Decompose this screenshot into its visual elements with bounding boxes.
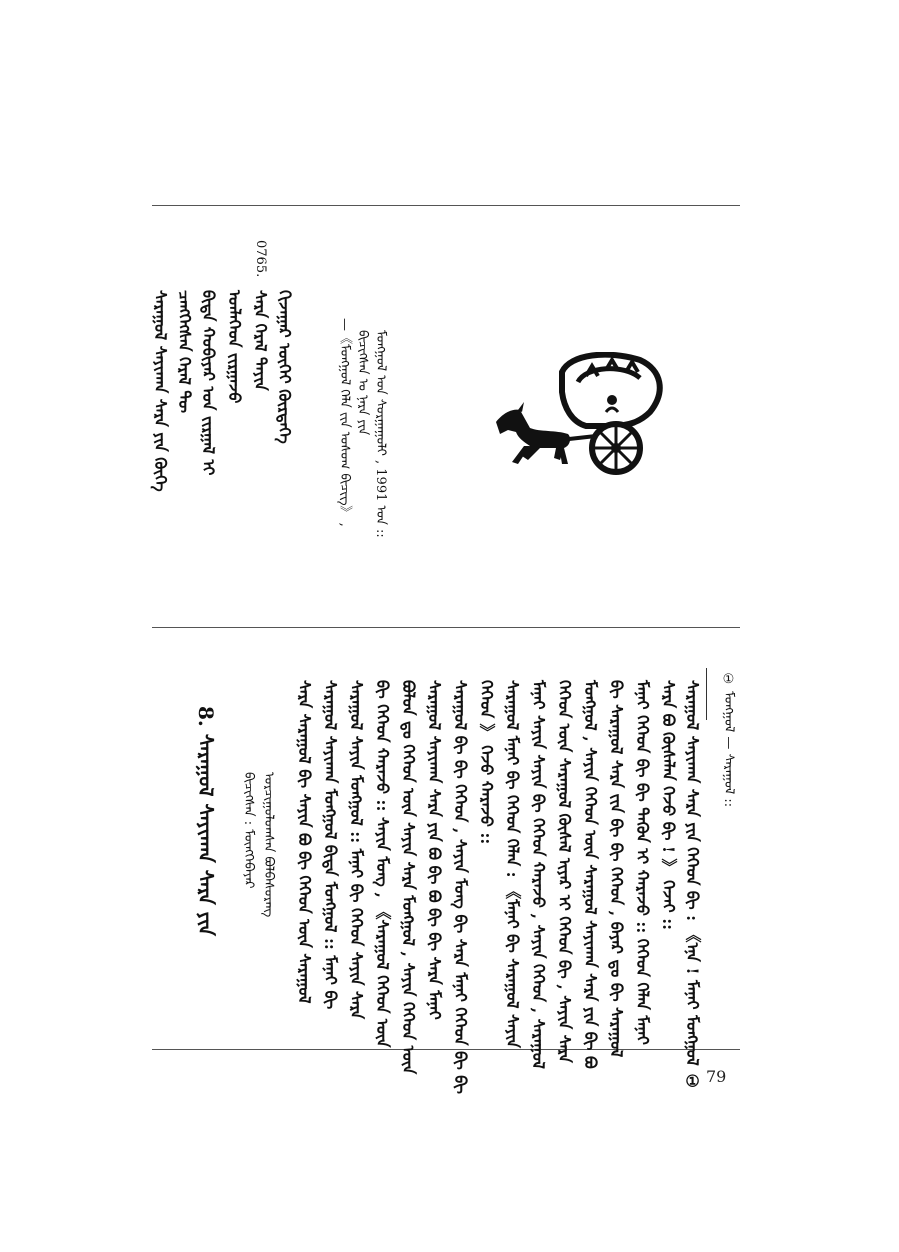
paragraph-line: ᠪᠣᠯᠤᠨ ᠳᠤ ᠬᠡᠭᠡᠳ ᠦᠨ ᠰᠠᠶᠢᠨ ᠰᠠᠷᠠ ᠮᠣᠩᠭᠣᠯ , ᠰᠠᠶᠢᠨ ᠬᠡᠭᠡᠳ ᠦᠨ bbox=[399, 680, 418, 1075]
paragraph-line: ᠮᠠᠨᠠᠢ ᠰᠠᠶᠢᠨ ᠰᠠᠶᠢᠨ ᠪᠢ ᠬᠡᠭᠡᠳ ᠬᠠᠷᠠᠵᠤ , ᠰᠠᠶᠢᠨ ᠬᠡᠭᠡᠳ , ᠰᠠᠷᠠᠭᠤᠯ bbox=[529, 680, 548, 1069]
paragraph-line: ᠰᠠᠷᠠᠭᠤᠯ ᠰᠠᠶᠢᠬᠠᠨ ᠰᠠᠷᠠ ᠶᠢᠨ ᠪᠣ ᠪᠢ ᠪᠣ ᠪᠢ ᠪᠢ ᠰᠠᠷᠠ ᠮᠠᠨᠠᠢ bbox=[425, 680, 444, 1020]
source-title: —《ᠮᠣᠩᠭᠣᠯ ᠬᠡᠯᠡ ᠵᠢᠨ ᠤᠰᠤᠭ ᠪᠢᠴᠢᠭ》 , bbox=[337, 318, 352, 527]
poem-line: ᠰᠠᠷᠠ ᠭᠡᠷᠡᠯ ᠲᠡᠶᠢᠨ bbox=[251, 290, 270, 391]
footnote-divider bbox=[706, 668, 707, 720]
entry-number: 0765. bbox=[253, 240, 268, 278]
horse-carriage-illustration bbox=[490, 352, 670, 476]
paragraph-line: ᠰᠠᠷᠠᠭᠤᠯ ᠪᠢ ᠪᠢ ᠬᠡᠭᠡᠳ , ᠰᠠᠶᠢᠨ ᠮᠣᠩ ᠪᠢ ᠰᠠᠷᠠ ᠮᠠᠨᠠᠢ ᠬᠡᠭᠡᠳ ᠪᠢ ᠪᠢ bbox=[451, 680, 470, 1094]
paragraph-line: ᠪᠢ ᠬᠡᠭᠡᠳ ᠬᠠᠷᠠᠵᠤ :: ᠰᠠᠶᠢᠨ ᠮᠣᠩ , 《ᠰᠠᠷᠠᠭᠤᠯ ᠬᠡᠭᠡᠳ ᠦᠨ bbox=[373, 680, 392, 1048]
paragraph-line: ᠰᠠᠷᠠᠭᠤᠯ ᠰᠠᠶᠢᠬᠠᠨ ᠰᠠᠷᠠ ᠶᠢᠨ ᠬᠡᠭᠡᠳ ᠪᠢ : 《ᠡᠨᠡ ! ᠮᠠᠨᠠᠢ ᠮᠣᠩᠭᠣᠯ ① bbox=[683, 680, 702, 1091]
paragraph-line: ᠰᠠᠷᠠᠭᠤᠯ ᠰᠠᠶᠢᠬᠠᠨ ᠮᠣᠩᠭᠣᠯ ᠪᠢᠳᠡ ᠮᠣᠩᠭᠣᠯ :: ᠮᠠᠨᠠᠢ ᠪᠢ bbox=[321, 680, 340, 1010]
source-extra: ᠪᠢᠴᠢᠭᠰᠡᠨ ᠤ ᠨᠡᠷᠡ ᠶᠢᠨ bbox=[355, 330, 370, 436]
poem-line: ᠴᠡᠩᠭᠡᠭᠰᠡᠨ ᠭᠡᠷᠡᠯ ᠲᠦ bbox=[175, 290, 194, 414]
translator-line: ᠣᠷᠴᠢᠭᠤᠯᠤᠭᠰᠠᠨ ᠪᠣᠯᠪᠠᠰᠤᠷᠡᠩ bbox=[261, 772, 276, 918]
paragraph-line: ᠮᠠᠨᠠᠢ ᠬᠡᠭᠡᠳ ᠪᠢ ᠪᠢ ᠲᠡᠭᠦᠨ ᠢ ᠬᠠᠷᠠᠵᠤ :: ᠬᠡᠭᠡᠳ ᠬᠡᠯᠡᠨ ᠮᠠᠨᠠᠢ bbox=[633, 680, 652, 1045]
bottom-rule bbox=[152, 1049, 740, 1050]
paragraph-line: ᠮᠣᠩᠭᠣᠯ , ᠰᠠᠶᠢᠨ ᠬᠡᠭᠡᠳ ᠦᠨ ᠰᠠᠷᠠᠭᠤᠯ ᠰᠠᠶᠢᠬᠠᠨ ᠰᠠᠷᠠ ᠶᠢᠨ ᠪᠢ ᠪᠣ bbox=[581, 680, 600, 1069]
poem-line: ᠬᠢᠵᠠᠭᠠᠷ ᠦᠭᠡᠢ ᠬᠦᠷᠳᠡᠭᠡ bbox=[275, 290, 294, 444]
paragraph-line: ᠪᠢ ᠰᠠᠷᠠᠭᠤᠯ ᠰᠠᠷᠠ ᠵᠢᠨ ᠪᠢ ᠪᠢ ᠬᠡᠭᠡᠳ , ᠪᠠᠶᠠᠷ ᠳᠤ ᠪᠢ ᠰᠠᠷᠠᠭᠤᠯ bbox=[607, 680, 626, 1058]
source-date: ᠮᠣᠩᠭᠣᠯ ᠤᠨ ᠰᠤᠷᠭᠠᠭᠤᠯᠢ , 1991 ᠣᠨ :: bbox=[373, 330, 388, 538]
paragraph-line: ᠰᠠᠷᠠᠭᠤᠯ ᠮᠠᠨᠠᠢ ᠪᠢ ᠬᠡᠭᠡᠳ ᠬᠡᠯᠡᠨ : 《ᠮᠠᠨᠠᠢ ᠪᠢ ᠰᠠᠷᠠᠭᠤᠯ ᠰᠠᠶᠢᠨ bbox=[503, 680, 522, 1048]
author-line: ᠪᠢᠴᠢᠭᠰᠡᠨ : ᠮᠥᠩᠬᠡᠪᠠᠶᠠᠷ bbox=[241, 772, 256, 889]
section-title: 8. ᠰᠠᠷᠠᠭᠤᠯ ᠰᠠᠶᠢᠬᠠᠨ ᠰᠠᠷᠠ ᠶᠢᠨ bbox=[194, 706, 218, 936]
paragraph-line: ᠬᠡᠭᠡᠳ 》 ᠭᠡᠵᠦ ᠬᠠᠷᠠᠵᠤ :: bbox=[477, 680, 496, 845]
poem-line: ᠪᠢᠳᠡ ᠬᠤᠪᠢᠶᠠᠷ ᠤᠨ ᠵᠢᠷᠭᠠᠯ ᠢ bbox=[199, 290, 218, 476]
poem-line: ᠡᠳᠯᠡᠭᠡᠳ ᠵᠢᠷᠭᠠᠵᠤ bbox=[225, 290, 244, 404]
paragraph-line: ᠰᠠᠷᠠ ᠰᠠᠷᠠᠭᠤᠯ ᠪᠢ ᠰᠠᠶᠢᠨ ᠪᠣ ᠪᠢ ᠬᠡᠭᠡᠳ ᠦᠨ ᠰᠠᠷᠠᠭᠤᠯ bbox=[295, 680, 314, 1004]
paragraph-line: ᠰᠠᠷᠠ ᠪᠣ ᠬᠦᠰᠡᠯᠡᠨ ᠭᠡᠵᠦ ᠪᠢ ! 》 ᠭᠡᠵᠡᠢ :: bbox=[659, 680, 678, 931]
footnote: ① ᠮᠣᠩᠭᠣᠯ — ᠰᠠᠷᠠᠭᠤᠯ :: bbox=[721, 672, 736, 808]
middle-rule bbox=[152, 627, 740, 628]
poem-line: ᠰᠠᠷᠠᠭᠤᠯ ᠰᠠᠶᠢᠬᠠᠨ ᠰᠠᠷᠠ ᠶᠢᠨ ᠬᠥᠭᠡ bbox=[151, 290, 170, 492]
top-rule bbox=[152, 205, 740, 206]
paragraph-line: ᠬᠡᠭᠡᠳ ᠦᠨ ᠰᠠᠷᠠᠭᠤᠯ ᠬᠦᠰᠡᠯ ᠢᠶᠠᠷ ᠢ ᠬᠡᠭᠡᠳ ᠪᠢ , ᠰᠠᠶᠢᠨ ᠰᠠᠷᠠ bbox=[555, 680, 574, 1063]
paragraph-line: ᠰᠠᠷᠠᠭᠤᠯ ᠰᠠᠶᠢᠨ ᠮᠣᠩᠭᠣᠯ :: ᠮᠠᠨᠠᠢ ᠪᠢ ᠬᠡᠭᠡᠳ ᠰᠠᠶᠢᠨ ᠰᠠᠷᠠ bbox=[347, 680, 366, 1020]
page-number: 79 bbox=[706, 1067, 727, 1086]
